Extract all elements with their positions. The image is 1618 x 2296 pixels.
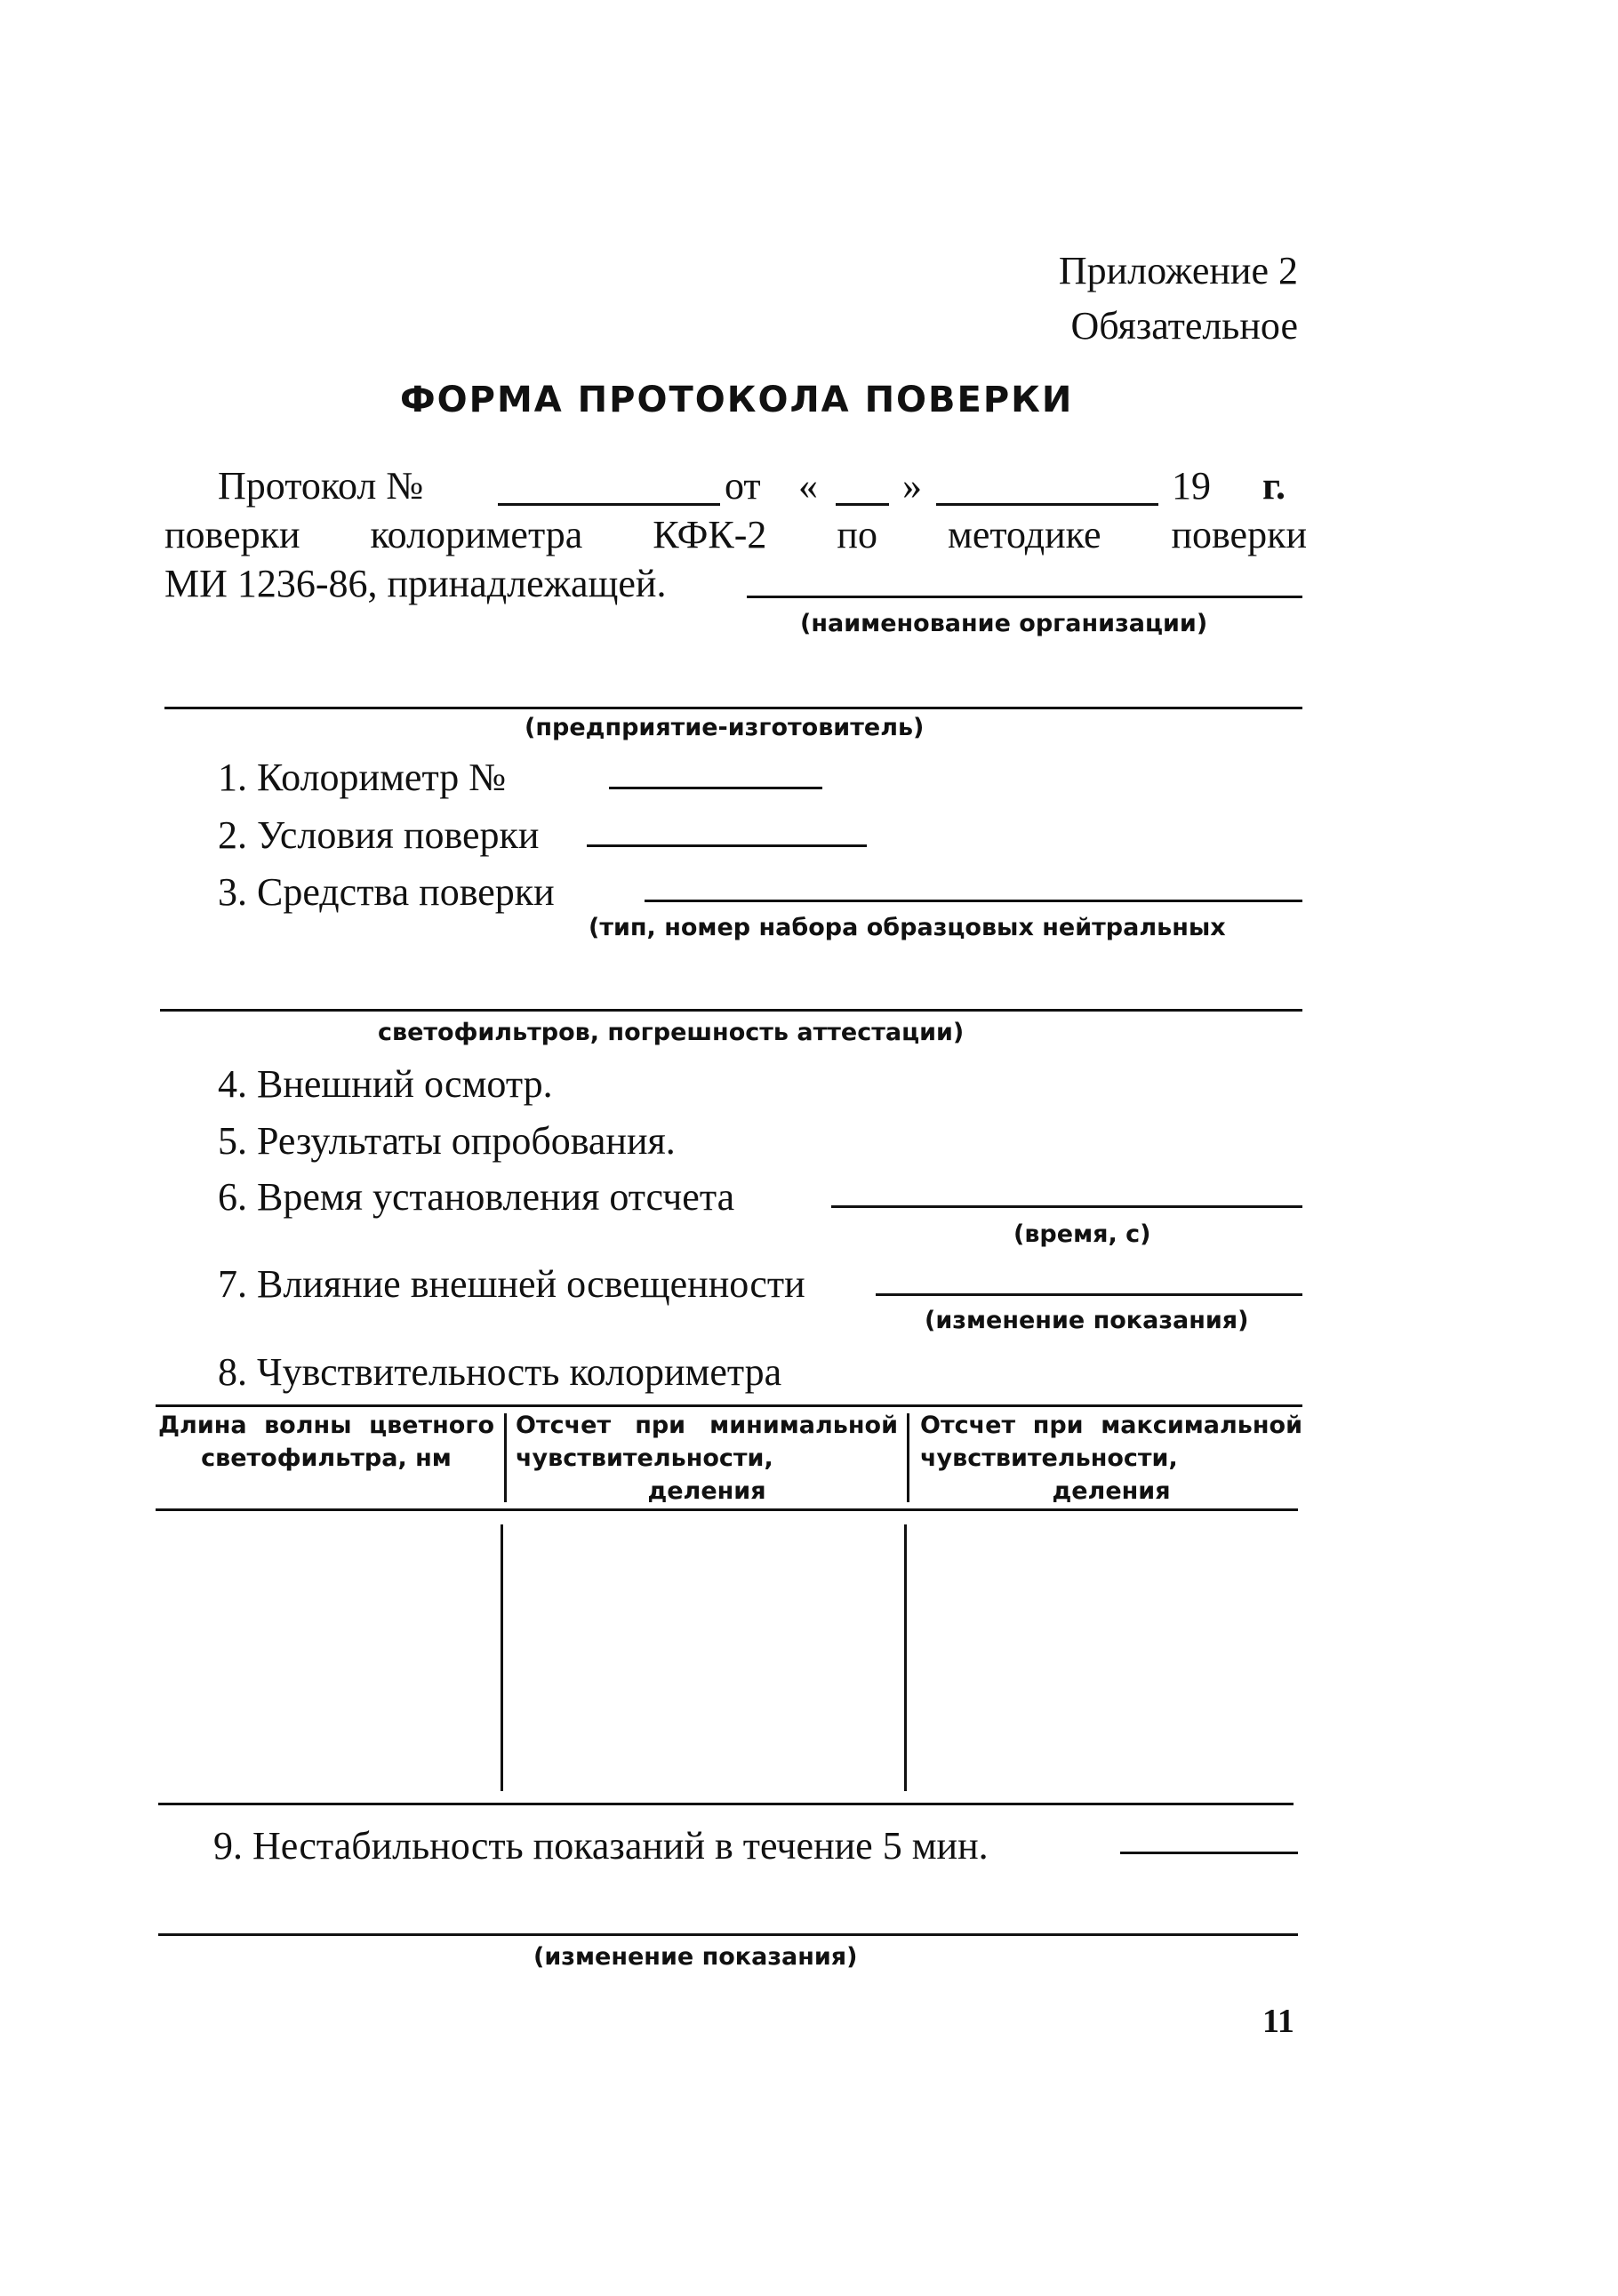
conditions-field[interactable] <box>587 844 867 847</box>
year-prefix: 19 <box>1172 464 1211 508</box>
item-6: 6. Время установления отсчета <box>218 1175 735 1219</box>
protocol-label: Протокол № <box>218 464 424 508</box>
item-9-caption: (изменение показания) <box>533 1943 858 1971</box>
quote-close: » <box>902 464 922 508</box>
page-title: ФОРМА ПРОТОКОЛА ПОВЕРКИ <box>400 380 1074 420</box>
item-3-caption-1: (тип, номер набора образцовых нейтральных <box>589 914 1226 941</box>
item-8: 8. Чувствительность колориметра <box>218 1350 782 1394</box>
table-header-divider-2 <box>907 1413 909 1502</box>
item-3-caption-2: светофильтров, погрешность аттестации) <box>378 1019 965 1046</box>
quote-open: « <box>798 464 818 508</box>
table-body-divider-2 <box>904 1524 907 1791</box>
manufacturer-field[interactable] <box>164 707 1302 709</box>
protocol-number-field[interactable] <box>498 503 720 506</box>
table-header-divider-1 <box>504 1413 507 1502</box>
appendix-label: Приложение 2 <box>1058 249 1298 292</box>
protocol-line-2: поверки колориметра КФК-2 по методике поверки <box>164 513 1307 556</box>
item-6-caption: (время, с) <box>1013 1220 1151 1248</box>
from-label: от <box>725 464 761 508</box>
item-2: 2. Условия поверки <box>218 813 540 857</box>
table-bottom-rule <box>158 1803 1294 1805</box>
item-3: 3. Средства поверки <box>218 870 555 914</box>
year-suffix: г. <box>1262 464 1286 508</box>
manufacturer-caption: (предприятие-изготовитель) <box>525 714 925 741</box>
item-7: 7. Влияние внешней освещенности <box>218 1262 805 1306</box>
item-5: 5. Результаты опробования. <box>218 1119 676 1163</box>
settling-time-field[interactable] <box>831 1205 1302 1208</box>
appendix-status: Обязательное <box>1070 304 1298 348</box>
colorimeter-number-field[interactable] <box>609 787 822 789</box>
item-4: 4. Внешний осмотр. <box>218 1062 553 1106</box>
page-number: 11 <box>1262 2003 1294 2040</box>
organization-caption: (наименование организации) <box>800 610 1208 637</box>
means-field-2[interactable] <box>160 1009 1302 1012</box>
item-1: 1. Колориметр № <box>218 756 507 799</box>
protocol-line-3: МИ 1236-86, принадлежащей. <box>164 562 667 605</box>
table-header-max-sensitivity: Отсчет при максимальной чувствительности, деления <box>920 1412 1302 1505</box>
instability-field-2[interactable] <box>158 1933 1298 1936</box>
table-body-divider-1 <box>501 1524 503 1791</box>
illumination-field[interactable] <box>876 1293 1302 1296</box>
item-9: 9. Нестабильность показаний в течение 5 мин. <box>213 1824 989 1868</box>
organization-field[interactable] <box>747 596 1302 598</box>
day-field[interactable] <box>836 503 889 506</box>
instability-field[interactable] <box>1120 1852 1298 1854</box>
table-top-rule <box>156 1404 1302 1407</box>
month-field[interactable] <box>936 503 1158 506</box>
item-7-caption: (изменение показания) <box>925 1307 1249 1334</box>
table-header-wavelength: Длина волны цветного светофильтра, нм <box>158 1412 494 1472</box>
table-header-rule <box>156 1508 1298 1511</box>
means-field[interactable] <box>645 900 1302 902</box>
table-header-min-sensitivity: Отсчет при минимальной чувствительности, деления <box>516 1412 898 1505</box>
